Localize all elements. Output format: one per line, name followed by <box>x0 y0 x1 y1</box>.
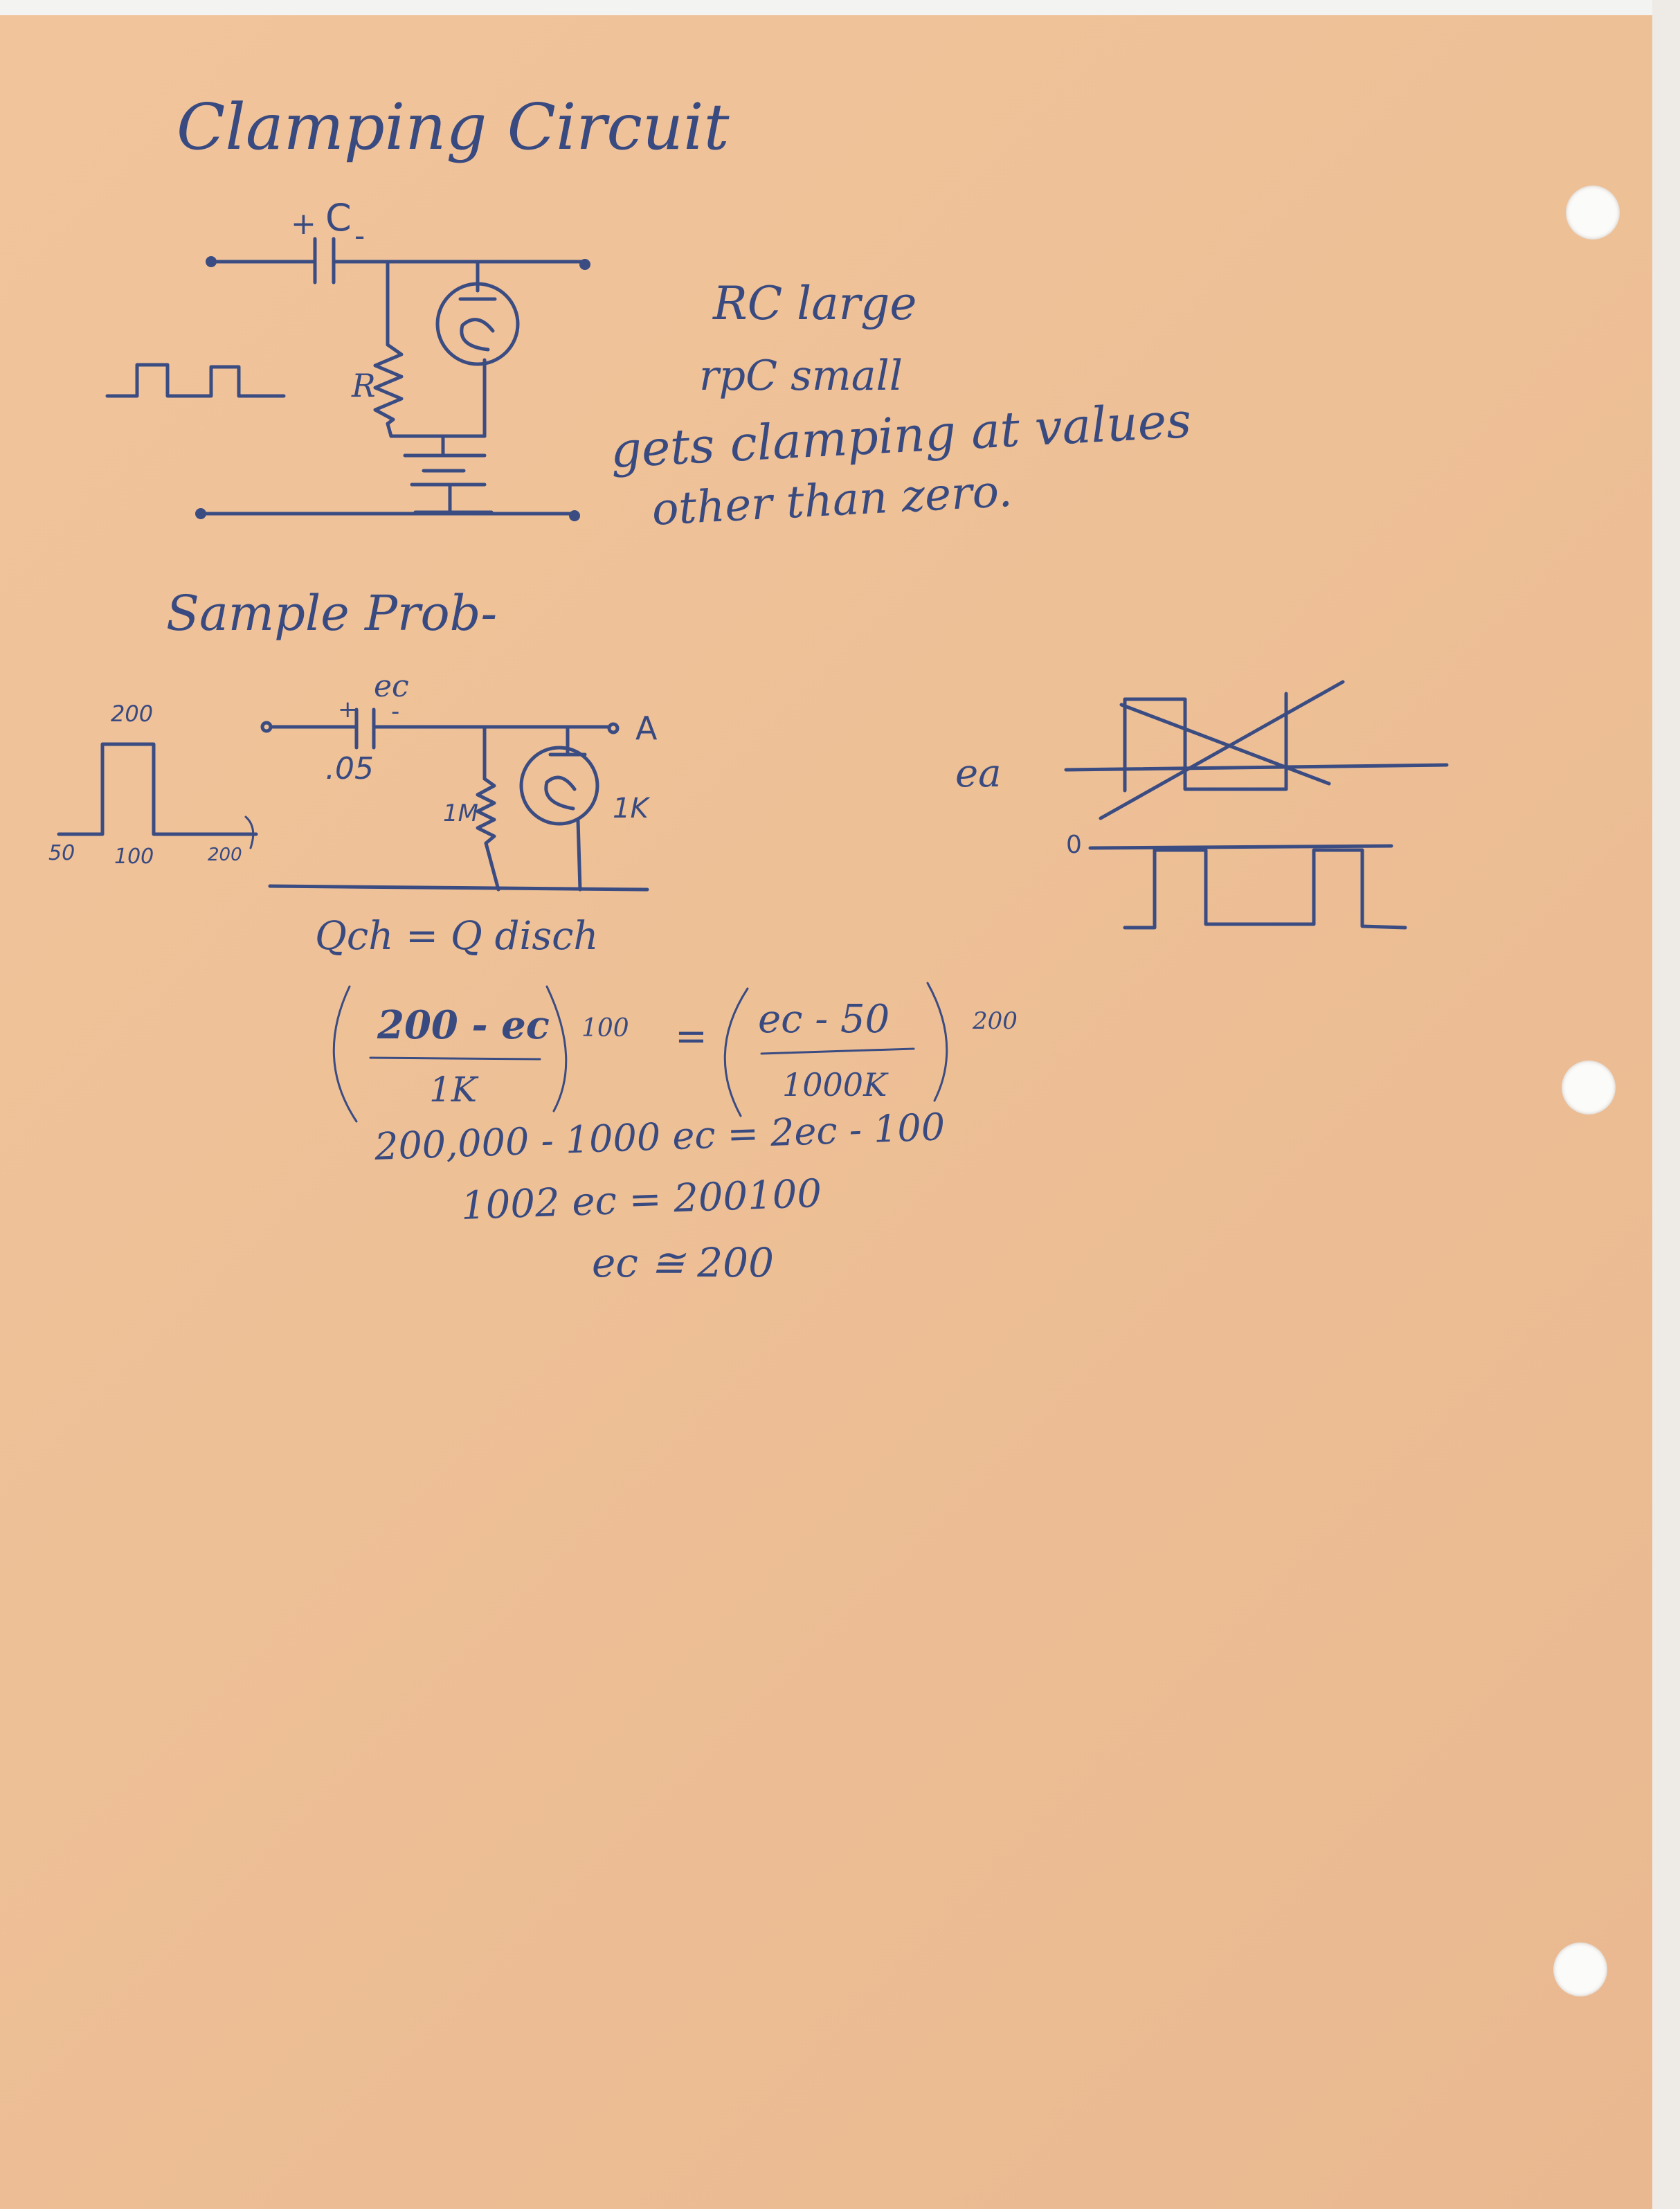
cap2-voltage-label: ec <box>374 669 409 704</box>
eq1-left-time: 100 <box>581 1014 629 1043</box>
eq3: 1002 ec = 200100 <box>460 1171 823 1229</box>
resistor-r-label: R <box>352 367 376 404</box>
left-paren-1 <box>334 986 356 1121</box>
eq4-result: ec ≅ 200 <box>592 1239 774 1286</box>
cap-minus-sign: - <box>354 219 365 253</box>
note-clamping-values: gets clamping at values <box>609 392 1193 479</box>
pulse-t-period: 200 <box>208 845 242 865</box>
diode-resistance-label: 1K <box>613 793 649 824</box>
sample-problem-heading: Sample Prob- <box>166 585 498 642</box>
output-a-label: A <box>635 710 658 747</box>
charge-balance-equation: Qch = Q disch <box>315 914 599 959</box>
pulse-t-end: 100 <box>114 845 154 869</box>
ea-label: ea <box>955 751 1002 796</box>
zero-level-label: 0 <box>1066 831 1082 859</box>
cap-plus-sign: + <box>291 206 316 242</box>
page-heading: Clamping Circuit <box>177 90 730 164</box>
eq1-right-denominator: 1000K <box>782 1066 887 1103</box>
eq1-right-numerator: ec - 50 <box>758 997 890 1042</box>
right-paren-2 <box>928 983 947 1101</box>
note-rc-large: RC large <box>713 277 917 330</box>
cap2-value: .05 <box>325 751 374 786</box>
resistor-1m-label: 1M <box>443 800 478 827</box>
eq1-equals: = <box>675 1014 707 1059</box>
cap-c-label: C <box>325 196 352 240</box>
eq1-left-denominator: 1K <box>429 1070 478 1110</box>
right-paren-1 <box>547 986 566 1111</box>
pulse-t-start: 50 <box>48 841 75 865</box>
fraction-bar-2 <box>761 1049 914 1054</box>
note-other-than-zero: other than zero. <box>651 465 1014 536</box>
eq2: 200,000 - 1000 ec = 2ec - 100 <box>374 1105 946 1169</box>
left-paren-2 <box>725 989 748 1116</box>
pulse-amplitude-label: 200 <box>111 701 154 727</box>
eq1-right-time: 200 <box>973 1007 1018 1035</box>
eq1-left-numerator: 200 - ec <box>377 1002 550 1048</box>
note-rpc-small: rpC small <box>699 352 903 400</box>
fraction-bar-1 <box>370 1058 540 1059</box>
cap2-plus-sign: + <box>338 696 358 723</box>
cap2-minus-sign: - <box>391 698 400 725</box>
